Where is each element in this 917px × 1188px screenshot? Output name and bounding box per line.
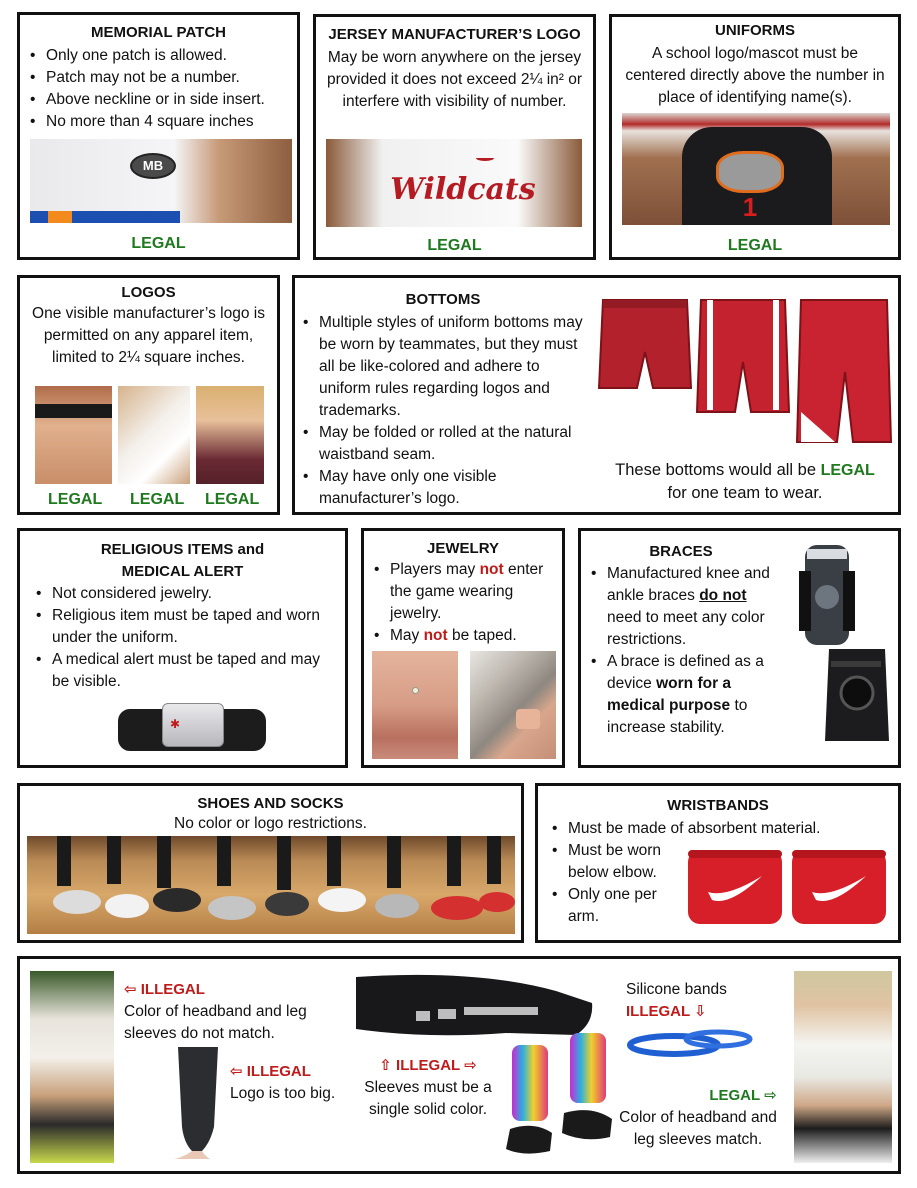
uniforms-title: UNIFORMS xyxy=(715,22,795,39)
wristbands-rule: • Only one per arm. xyxy=(548,884,684,928)
legal-illegal-examples-panel xyxy=(17,956,901,1174)
wristband-images xyxy=(686,846,890,928)
arrow-right-icon: ⇨ xyxy=(759,1087,777,1104)
wristbands-rule-top xyxy=(548,818,888,840)
memorial-patch-title: MEMORIAL PATCH xyxy=(91,24,226,41)
logos-verdict: LEGAL xyxy=(130,491,185,508)
jewelry-rule-1: • Players may not enter the game wearing jewelry. xyxy=(370,559,560,625)
logos-verdict: LEGAL xyxy=(205,491,260,508)
nose-stud-photo xyxy=(372,651,458,759)
memorial-rule: • Above neckline or in side insert. xyxy=(26,89,293,111)
religious-title-2: MEDICAL ALERT xyxy=(121,563,244,580)
bottoms-caption-post: for one team to wear. xyxy=(667,484,823,502)
arrow-left-icon: ⇦ xyxy=(124,981,141,998)
illegal-text-1: Color of headband and leg sleeves do not match. xyxy=(124,1003,307,1042)
memorial-verdict: LEGAL xyxy=(131,235,186,252)
jersey-logo-body: May be worn anywhere on the jersey provided it does not exceed 2¼ in² or interfere with visibility of number. xyxy=(326,49,583,110)
wristbands-rule: • Must be made of absorbent material. xyxy=(548,818,888,840)
memorial-patch-rules xyxy=(26,45,293,133)
wristband-1 xyxy=(688,850,782,924)
logo-photo-arm-sleeve xyxy=(118,386,190,484)
legal-label: LEGAL xyxy=(709,1087,760,1104)
jewelry-title: JEWELRY xyxy=(427,540,499,557)
shoes-photo xyxy=(27,836,515,934)
jersey-logo-verdict: LEGAL xyxy=(427,237,482,254)
legal-example xyxy=(610,1085,786,1151)
legal-text: Color of headband and leg sleeves match. xyxy=(619,1109,777,1148)
medical-alert-bracelet: ✱ xyxy=(118,701,266,755)
memorial-rule: • No more than 4 square inches xyxy=(26,111,293,133)
uniform-number: 1 xyxy=(742,192,758,222)
logos-title: LOGOS xyxy=(121,284,176,301)
religious-title-1: RELIGIOUS ITEMS and xyxy=(100,541,265,558)
shoes-socks-panel xyxy=(17,783,524,943)
bottoms-title: BOTTOMS xyxy=(405,291,481,308)
memorial-patch-photo xyxy=(30,139,292,223)
uniform-photo xyxy=(622,113,890,225)
religious-panel xyxy=(17,528,348,768)
religious-rule: • A medical alert must be taped and may be visible. xyxy=(32,649,337,693)
wristbands-rules xyxy=(548,840,684,928)
arrow-left-icon: ⇦ xyxy=(230,1063,247,1080)
logos-panel xyxy=(17,275,280,515)
logo-photo-player xyxy=(196,386,264,484)
arrow-right-icon: ⇨ xyxy=(459,1057,477,1074)
braces-panel xyxy=(578,528,901,768)
illegal-text-3: Sleeves must be a single solid color. xyxy=(364,1079,492,1118)
memorial-rule: • Patch may not be a number. xyxy=(26,67,293,89)
bottoms-rules xyxy=(299,312,589,510)
religious-rule: • Not considered jewelry. xyxy=(32,583,337,605)
wristbands-rule: • Must be worn below elbow. xyxy=(548,840,684,884)
logos-verdict: LEGAL xyxy=(48,491,103,508)
taped-earring-photo xyxy=(470,651,556,759)
illegal-example-2 xyxy=(230,1061,340,1105)
silicone-text: Silicone bands xyxy=(626,981,727,998)
jersey-logo-panel xyxy=(313,14,596,260)
memorial-rule: • Only one patch is allowed. xyxy=(26,45,293,67)
wristbands-panel xyxy=(535,783,901,943)
braces-rules xyxy=(587,563,773,739)
arrow-down-icon: ⇩ xyxy=(689,1003,707,1020)
wristbands-title: WRISTBANDS xyxy=(667,797,769,814)
illegal-text-2: Logo is too big. xyxy=(230,1085,336,1102)
jersey-photo xyxy=(326,139,582,227)
illegal-label-4: ILLEGAL xyxy=(626,1003,690,1020)
shorts-1 xyxy=(599,300,691,388)
memorial-patch-panel xyxy=(17,12,300,260)
bottoms-caption xyxy=(595,459,895,505)
religious-rules xyxy=(32,583,337,693)
braces-title: BRACES xyxy=(649,543,713,560)
illegal-label-1: ILLEGAL xyxy=(140,981,205,998)
illegal-example-3 xyxy=(354,1055,502,1121)
bottoms-caption-legal: LEGAL xyxy=(820,462,875,479)
illegal-label-3: ILLEGAL xyxy=(396,1057,460,1074)
jewelry-rule-2: • May not be taped. xyxy=(370,625,560,647)
braces-rule-2: • A brace is defined as a device worn for a medical purpose to increase stability. xyxy=(587,651,773,739)
uniforms-verdict: LEGAL xyxy=(727,237,783,254)
bottoms-caption-pre: These bottoms would all be xyxy=(615,461,821,479)
leg-sleeve-photo xyxy=(170,1047,226,1159)
player-photo-right xyxy=(794,971,892,1163)
jersey-logo-title: JERSEY MANUFACTURER’S LOGO xyxy=(328,26,581,43)
arrow-up-icon: ⇧ xyxy=(379,1057,397,1074)
logos-body: One visible manufacturer’s logo is permitted on any apparel item, limited to 2¼ square inches. xyxy=(32,305,265,366)
wristband-2 xyxy=(792,850,886,924)
silicone-bands-photo xyxy=(626,1025,754,1059)
illegal-label-2: ILLEGAL xyxy=(246,1063,311,1080)
shorts-3 xyxy=(797,300,891,442)
silicone-example xyxy=(626,979,766,1023)
uniforms-panel xyxy=(609,14,901,260)
tie-dye-sleeves-photo xyxy=(504,1033,616,1167)
illegal-example-1 xyxy=(124,979,324,1045)
bottoms-rule: • Multiple styles of uniform bottoms may be worn by teammates, but they must all be like-colored and adhere to uniform rules regarding logos and trademarks. xyxy=(299,312,589,422)
shoes-title: SHOES AND SOCKS xyxy=(197,795,344,812)
jewelry-rules xyxy=(370,559,560,647)
shorts-images xyxy=(595,292,895,452)
jewelry-panel xyxy=(361,528,565,768)
religious-rule: • Religious item must be taped and worn under the uniform. xyxy=(32,605,337,649)
shoes-body: No color or logo restrictions. xyxy=(174,815,367,832)
knee-brace-images xyxy=(777,541,895,761)
bottoms-rule: • May be folded or rolled at the natural waistband seam. xyxy=(299,422,589,466)
bottoms-panel xyxy=(292,275,901,515)
uniforms-body: A school logo/mascot must be centered directly above the number in place of identifying name(s). xyxy=(625,45,885,106)
logo-photo-headband xyxy=(35,386,112,484)
bottoms-rule: • May have only one visible manufacturer’s logo. xyxy=(299,466,589,510)
jersey-wordmark: Wildcats xyxy=(390,172,536,207)
player-photo-left xyxy=(30,971,114,1163)
braces-rule-1: • Manufactured knee and ankle braces do not need to meet any color restrictions. xyxy=(587,563,773,651)
memorial-patch-text: MB xyxy=(142,158,164,173)
